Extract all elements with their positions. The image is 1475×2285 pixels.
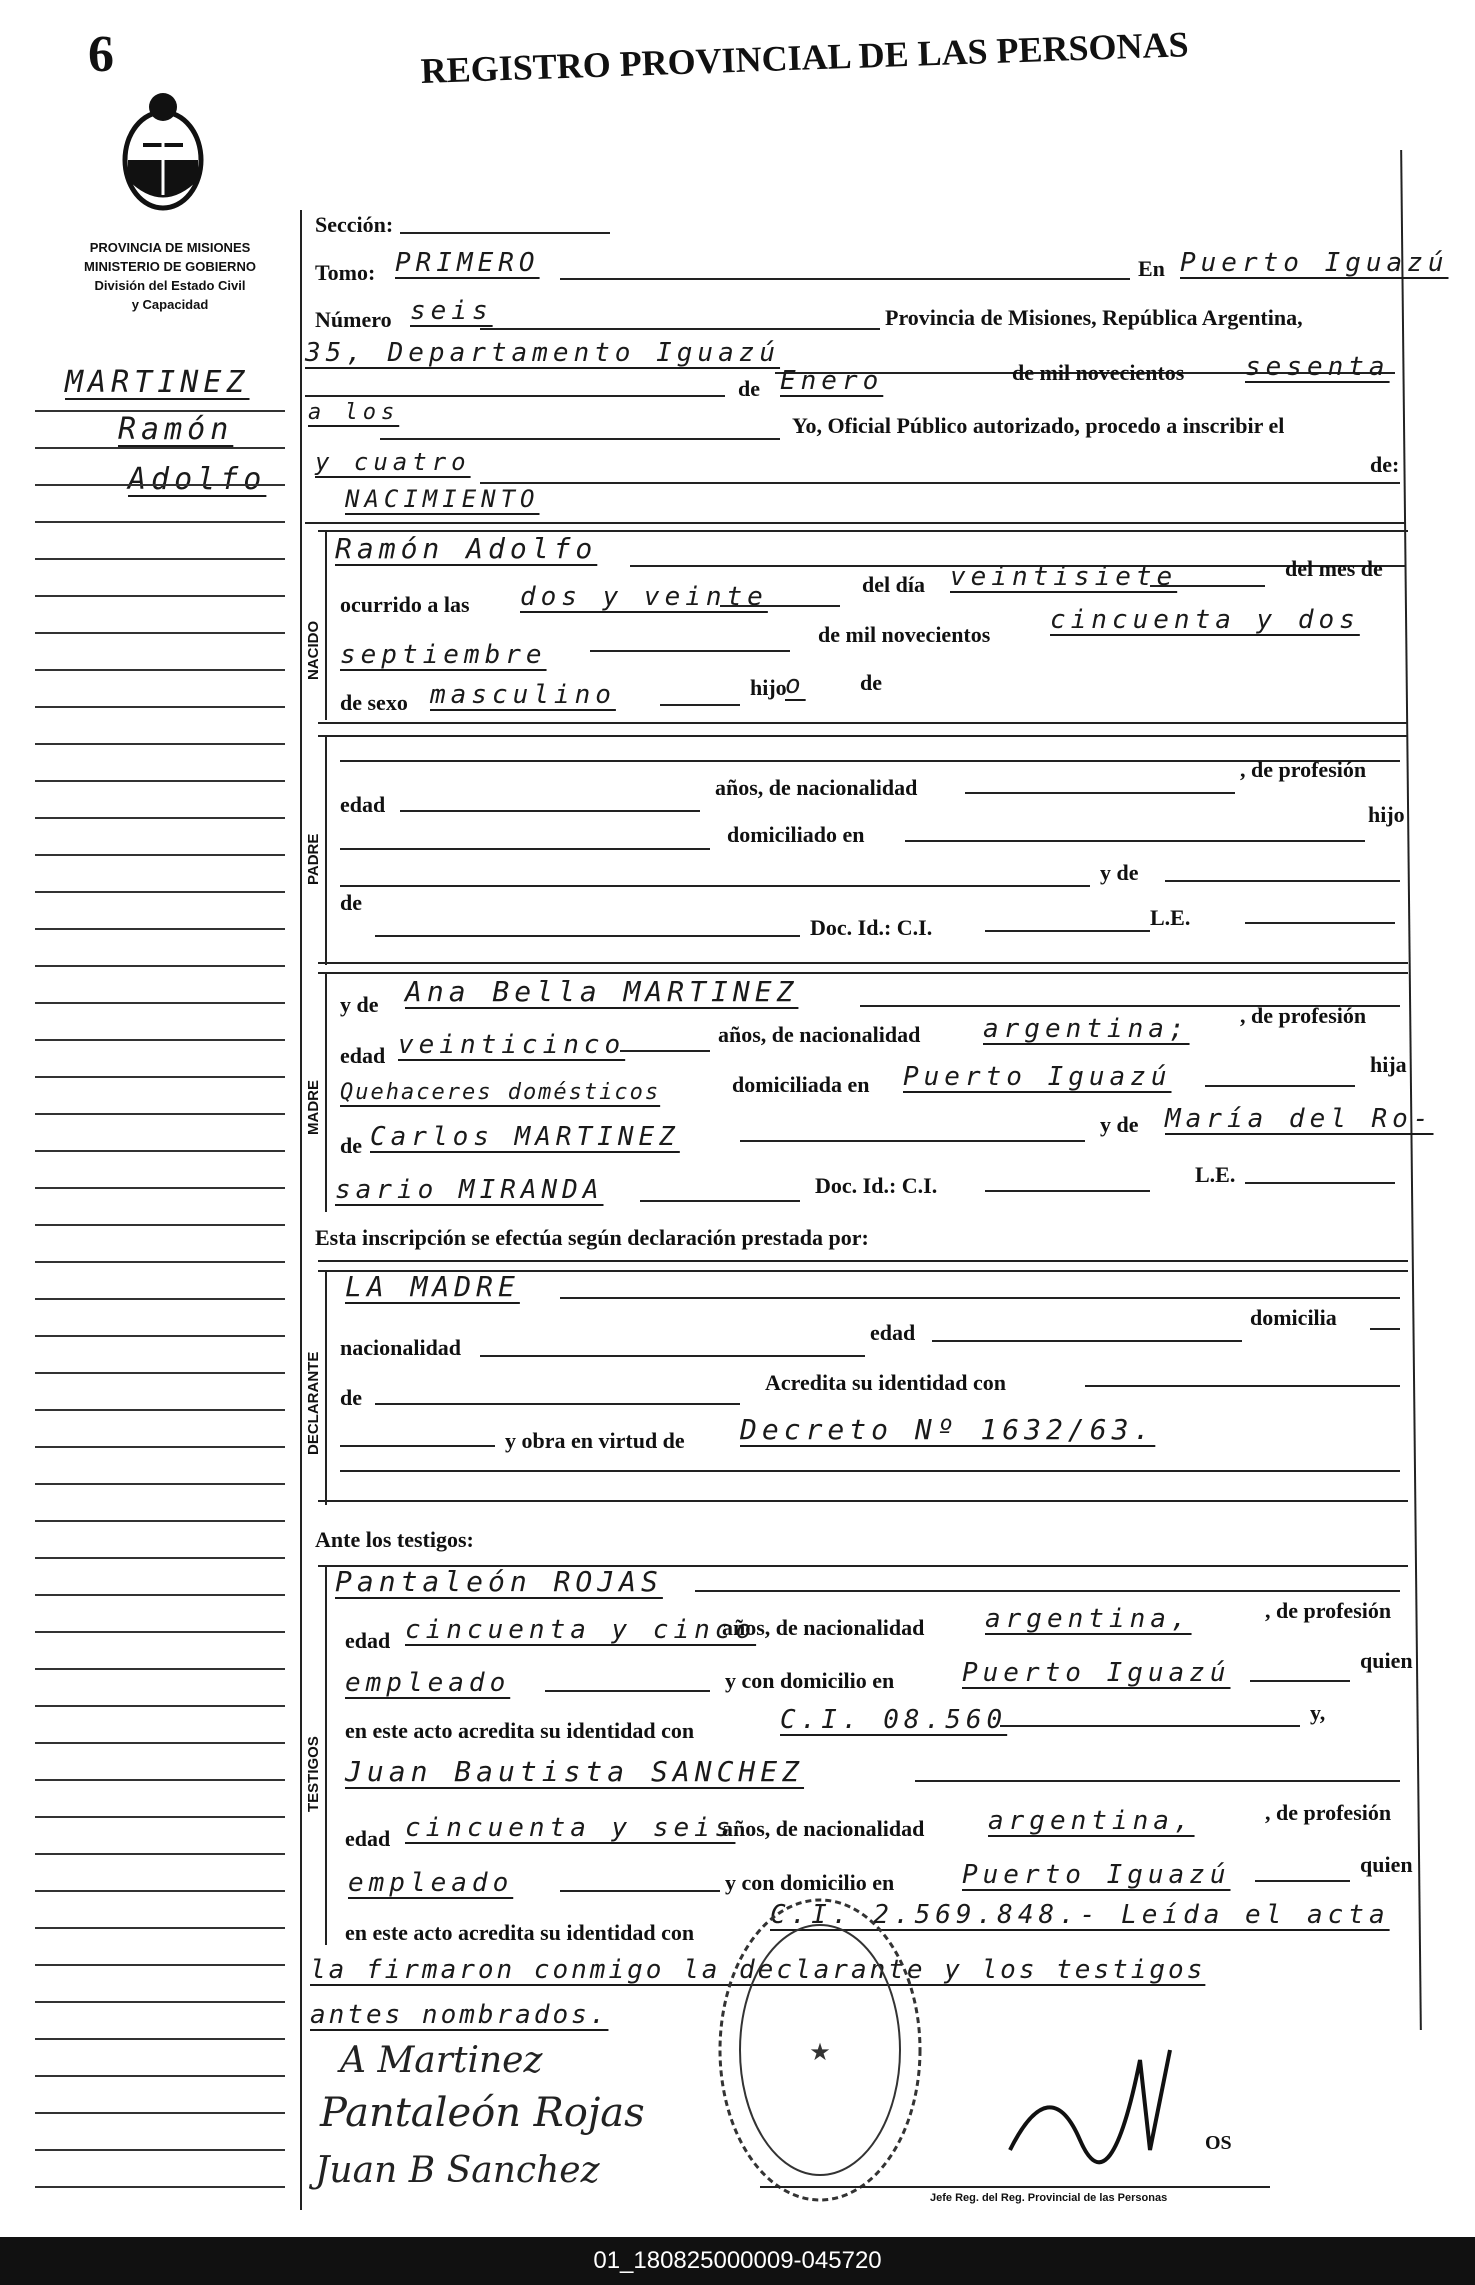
del-dia-label: del día	[862, 572, 925, 597]
margin-rule	[35, 2038, 285, 2040]
hijo-suffix: o	[785, 670, 806, 700]
t2-nac-value: argentina,	[988, 1806, 1195, 1836]
margin-rule	[35, 669, 285, 671]
margin-rule	[35, 1076, 285, 1078]
anio-value: sesenta	[1245, 352, 1390, 382]
margin-rule	[35, 1335, 285, 1337]
margin-rule	[35, 2001, 285, 2003]
margin-rule	[35, 521, 285, 523]
office-line2: MINISTERIO DE GOBIERNO	[84, 259, 256, 274]
declarante-nac-label: nacionalidad	[340, 1335, 462, 1360]
madre-domiciliada-label: domiciliada en	[732, 1072, 870, 1097]
del-mes-label: del mes de	[1285, 556, 1383, 581]
image-id-footer: 01_180825000009-045720	[0, 2237, 1475, 2285]
padre-doc-label: Doc. Id.: C.I.	[810, 915, 933, 940]
margin-rule	[35, 2112, 285, 2114]
margin-rule	[35, 1002, 285, 1004]
frame-right-border	[1400, 150, 1422, 2030]
margin-rule	[35, 1927, 285, 1929]
margin-rule	[35, 595, 285, 597]
t2-profesion-label: , de profesión	[1265, 1800, 1392, 1825]
t1-acredita-label: en este acto acredita su identidad con	[345, 1718, 695, 1743]
t1-dom-value: Puerto Iguazú	[962, 1658, 1231, 1688]
cierre-line1: la firmaron conmigo la declarante y los testigos	[310, 1955, 1206, 1985]
margin-rule	[35, 632, 285, 634]
madre-dom-value: Puerto Iguazú	[903, 1062, 1172, 1092]
margin-rule	[35, 1113, 285, 1115]
padre-le-label: L.E.	[1150, 905, 1191, 930]
t2-prof-value: empleado	[348, 1868, 514, 1898]
sexo-label: de sexo	[340, 690, 408, 715]
testigo2-nombre: Juan Bautista SANCHEZ	[345, 1755, 805, 1788]
t1-anos-label: años, de nacionalidad	[722, 1615, 925, 1640]
margin-rule	[35, 1594, 285, 1596]
madre-le-label: L.E.	[1195, 1162, 1236, 1187]
office-line3: División del Estado Civil	[94, 278, 246, 293]
margin-rule	[35, 410, 285, 412]
margin-rule	[35, 1446, 285, 1448]
de-mil-nac-label: de mil novecientos	[818, 622, 991, 647]
margin-rule	[35, 1409, 285, 1411]
padre-y-de-label: y de	[1100, 860, 1139, 885]
margin-rule	[35, 447, 285, 449]
margin-rule	[35, 2075, 285, 2077]
margin-rule	[35, 1816, 285, 1818]
madre-nombre: Ana Bella MARTINEZ	[405, 975, 799, 1008]
mes-value: Enero	[780, 366, 884, 396]
madre-doc-label: Doc. Id.: C.I.	[815, 1173, 938, 1198]
madre-de-label: de	[340, 1133, 362, 1158]
margin-rule	[35, 1039, 285, 1041]
madre-profesion-label: , de profesión	[1240, 1003, 1367, 1028]
madre-nac-value: argentina;	[983, 1014, 1190, 1044]
office-line1: PROVINCIA DE MISIONES	[89, 240, 251, 255]
office-header	[50, 238, 290, 314]
t1-profesion-label: , de profesión	[1265, 1598, 1392, 1623]
margin-rule	[35, 965, 285, 967]
svg-text:★: ★	[809, 2038, 831, 2066]
t2-edad-label: edad	[345, 1826, 391, 1851]
declarante-domicilia-label: domicilia	[1250, 1305, 1337, 1330]
tomo-label: Tomo:	[315, 260, 376, 285]
margin-rule	[35, 1224, 285, 1226]
margin-rule	[35, 1557, 285, 1559]
hijo-de-label: de	[860, 670, 882, 695]
inscripcion-label: Esta inscripción se efectúa según declaración prestada por:	[315, 1225, 869, 1250]
t2-anos-label: años, de nacionalidad	[722, 1816, 925, 1841]
page-number: 6	[88, 26, 114, 83]
office-line4: y Capacidad	[131, 297, 209, 312]
t2-quien-label: quien	[1360, 1852, 1413, 1877]
madre-madre2-value: sario MIRANDA	[335, 1175, 604, 1205]
t1-ci-value: C.I. 08.560	[780, 1705, 1008, 1735]
provincia-label: Provincia de Misiones, República Argentina,	[885, 305, 1303, 330]
dia-value: veintisiete	[950, 562, 1178, 592]
numero-label: Número	[315, 307, 392, 332]
nacido-nombre: Ramón Adolfo	[335, 532, 598, 565]
signature-witness1: Pantaleón Rojas	[320, 2090, 645, 2136]
t2-acredita-label: en este acto acredita su identidad con	[345, 1920, 695, 1945]
madre-hija-label: hija	[1370, 1052, 1407, 1077]
margin-middle-name: Adolfo	[128, 462, 267, 497]
section-padre: PADRE	[305, 833, 322, 885]
en-value: Puerto Iguazú	[1180, 248, 1449, 278]
sexo-value: masculino	[430, 680, 616, 710]
margin-surname: MARTINEZ	[65, 365, 250, 400]
de-colon-label: de:	[1370, 452, 1400, 477]
inscribe-value: NACIMIENTO	[345, 485, 540, 513]
madre-padre-value: Carlos MARTINEZ	[370, 1122, 680, 1152]
margin-rule	[35, 1298, 285, 1300]
margin-rule	[35, 1520, 285, 1522]
madre-madre1-value: María del Ro-	[1165, 1104, 1434, 1134]
seccion-label: Sección:	[315, 212, 394, 237]
section-declarante: DECLARANTE	[305, 1351, 322, 1455]
margin-rule	[35, 1668, 285, 1670]
declarante-obra-label: y obra en virtud de	[505, 1428, 685, 1453]
margin-rule	[35, 1853, 285, 1855]
padre-profesion-label: , de profesión	[1240, 757, 1367, 782]
page-title: REGISTRO PROVINCIAL DE LAS PERSONAS	[420, 24, 1190, 91]
margin-rule	[35, 817, 285, 819]
margin-rule	[35, 1150, 285, 1152]
tomo-value: PRIMERO	[395, 248, 540, 278]
margin-rule	[35, 1964, 285, 1966]
padre-anos-label: años, de nacionalidad	[715, 775, 918, 800]
margin-rule	[35, 2186, 285, 2188]
decreto-value: Decreto Nº 1632/63.	[740, 1413, 1156, 1446]
t1-y-label: y,	[1310, 1700, 1326, 1725]
madre-edad-value: veinticinco	[398, 1030, 626, 1060]
testigo1-nombre: Pantaleón ROJAS	[335, 1565, 663, 1598]
madre-profesion-value: Quehaceres domésticos	[340, 1080, 661, 1105]
signature-witness2: Juan B Sanchez	[315, 2150, 600, 2191]
margin-rule	[35, 891, 285, 893]
margin-rule	[35, 1261, 285, 1263]
cierre-line2: antes nombrados.	[310, 2000, 609, 2030]
anio2-value: y cuatro	[315, 448, 471, 476]
padre-edad-label: edad	[340, 792, 386, 817]
declarante-acredita-label: Acredita su identidad con	[765, 1370, 1007, 1395]
margin-rule	[35, 558, 285, 560]
signature-mother: A Martinez	[340, 2040, 543, 2081]
t2-ci-value: C.I. 2.569.848.- Leída el acta	[770, 1900, 1390, 1930]
declarante-value: LA MADRE	[345, 1270, 520, 1303]
t2-domicilio-label: y con domicilio en	[725, 1870, 895, 1895]
hora-value: dos y veinte	[520, 582, 768, 612]
margin-rule	[35, 1483, 285, 1485]
madre-y-de-label: y de	[340, 992, 379, 1017]
margin-rule	[35, 1372, 285, 1374]
lugar-value: 35, Departamento Iguazú	[305, 338, 781, 368]
t1-edad-value: cincuenta y cinco	[405, 1615, 757, 1645]
t1-domicilio-label: y con domicilio en	[725, 1668, 895, 1693]
de-label: de	[738, 376, 760, 401]
margin-rule	[35, 928, 285, 930]
t1-edad-label: edad	[345, 1628, 391, 1653]
signature-caption: Jefe Reg. del Reg. Provincial de las Personas	[930, 2192, 1168, 2204]
hijo-label: hijo	[750, 675, 787, 700]
section-madre: MADRE	[305, 1080, 322, 1135]
official-signature-icon	[1000, 2030, 1200, 2170]
margin-rule	[35, 1779, 285, 1781]
madre-edad-label: edad	[340, 1043, 386, 1068]
t2-edad-value: cincuenta y seis	[405, 1813, 736, 1843]
t1-nac-value: argentina,	[985, 1604, 1192, 1634]
margin-rule	[35, 706, 285, 708]
padre-domiciliado-label: domiciliado en	[727, 822, 865, 847]
declarante-en-label: de	[340, 1385, 362, 1410]
margin-first-name: Ramón	[118, 412, 234, 447]
t2-dom-value: Puerto Iguazú	[962, 1860, 1231, 1890]
section-testigos: TESTIGOS	[305, 1736, 322, 1812]
coat-of-arms-icon	[118, 85, 208, 215]
declarante-edad-label: edad	[870, 1320, 916, 1345]
yo-label: Yo, Oficial Público autorizado, procedo a inscribir el	[792, 413, 1285, 438]
t1-prof-value: empleado	[345, 1668, 511, 1698]
numero-value: seis	[410, 296, 493, 326]
margin-rule	[35, 1631, 285, 1633]
en-label: En	[1138, 256, 1165, 281]
margin-rule	[35, 1742, 285, 1744]
margin-rule	[35, 780, 285, 782]
section-nacido: NACIDO	[305, 620, 322, 680]
margin-rule	[35, 854, 285, 856]
t1-quien-label: quien	[1360, 1648, 1413, 1673]
dia-prefix: a los	[308, 400, 400, 425]
margin-rule	[35, 743, 285, 745]
padre-hijo-label: hijo	[1368, 802, 1405, 827]
ante-testigos-label: Ante los testigos:	[315, 1527, 474, 1552]
os-label: OS	[1205, 2132, 1232, 2154]
mes-nac-value: septiembre	[340, 640, 547, 670]
margin-rule	[35, 1187, 285, 1189]
margin-rule	[35, 1890, 285, 1892]
ocurrido-label: ocurrido a las	[340, 592, 470, 617]
madre-anos-label: años, de nacionalidad	[718, 1022, 921, 1047]
de-mil-label: de mil novecientos	[1012, 360, 1185, 385]
official-seal-icon	[710, 1890, 930, 2210]
padre-de-label: de	[340, 890, 362, 915]
madre-y-de2-label: y de	[1100, 1112, 1139, 1137]
frame-left-border	[300, 210, 302, 2210]
margin-rule	[35, 1705, 285, 1707]
margin-rule	[35, 2149, 285, 2151]
margin-rule	[35, 484, 285, 486]
anio-nac-value: cincuenta y dos	[1050, 605, 1360, 635]
